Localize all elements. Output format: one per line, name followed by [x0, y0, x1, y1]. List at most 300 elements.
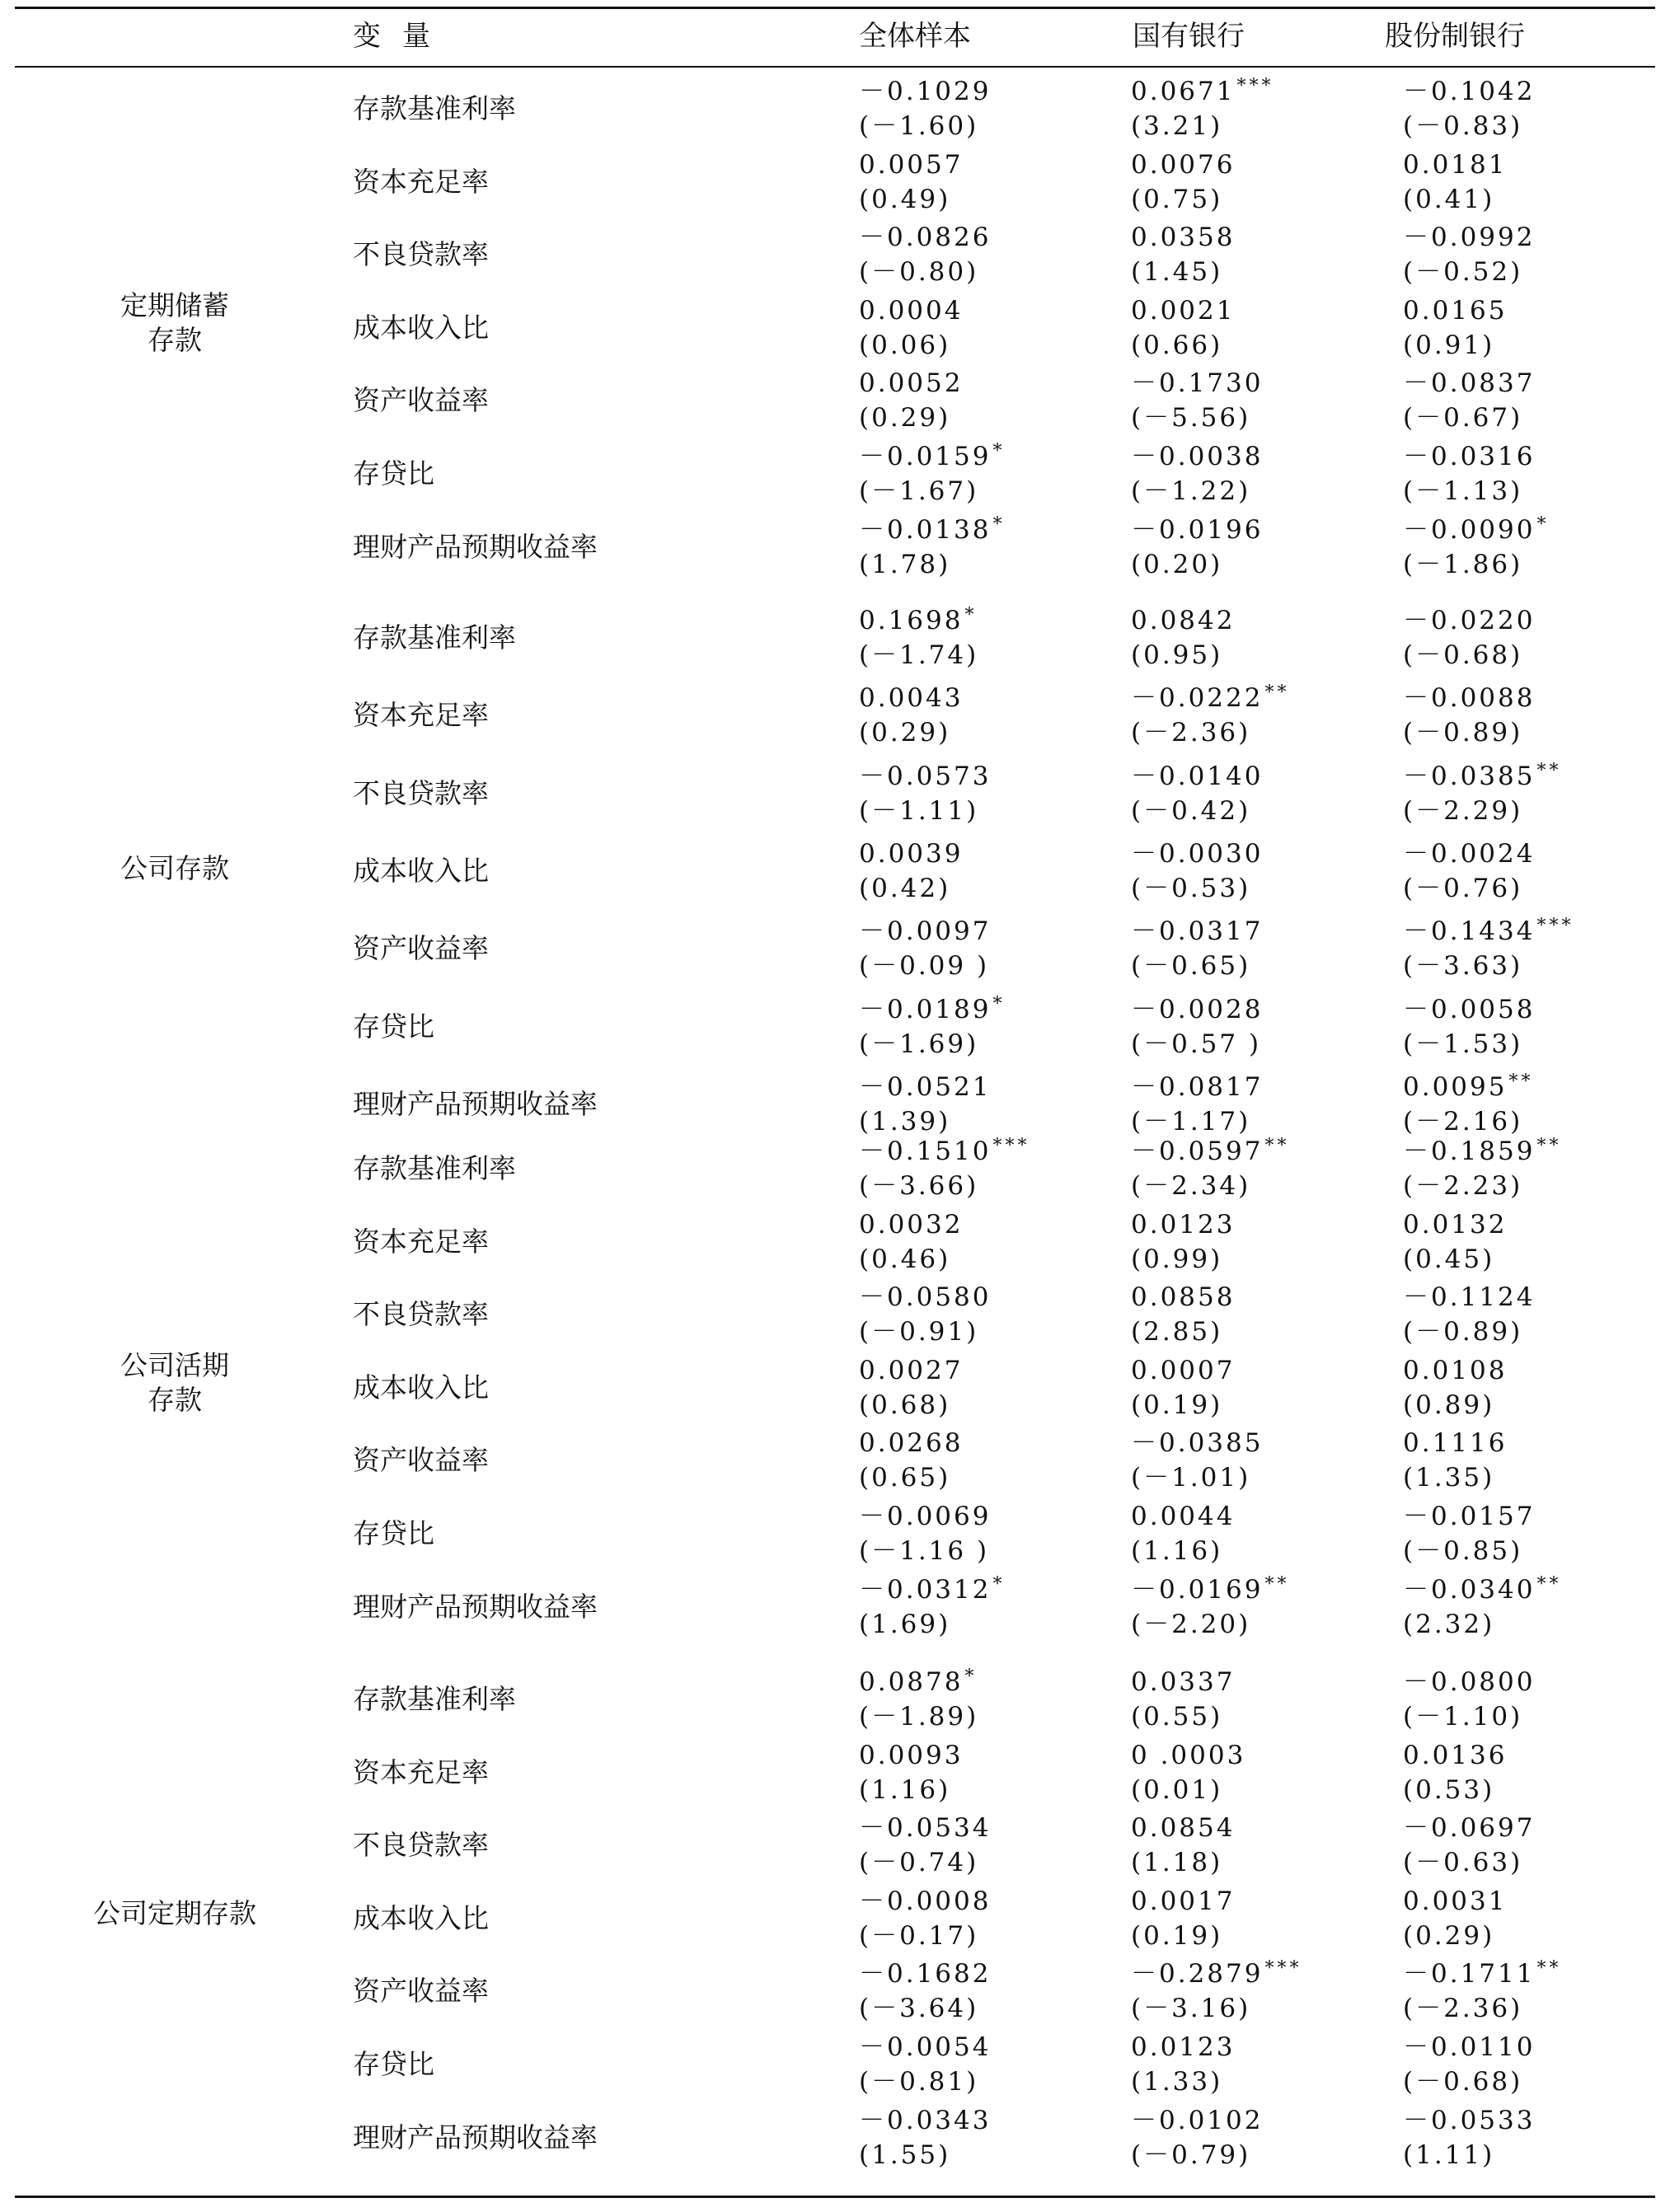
coefficient-cell: [859, 1353, 963, 1422]
coefficient-value: [1403, 1665, 1535, 1699]
coefficient-value: [859, 148, 963, 182]
t-statistic: (1.35): [1403, 1463, 1495, 1493]
coefficient-cell: [1131, 293, 1235, 363]
coefficient-number: －0.0030: [1131, 838, 1264, 869]
coefficient-value: [1403, 681, 1535, 715]
coefficient-number: －0.0316: [1403, 442, 1536, 471]
significance-stars: *: [964, 605, 978, 626]
coefficient-number: －0.0521: [859, 1071, 992, 1102]
coefficient-cell: [1403, 2103, 1535, 2172]
coefficient-value: [1131, 1280, 1235, 1315]
coefficient-value: [859, 1207, 963, 1242]
coefficient-number: －0.0069: [859, 1502, 992, 1531]
coefficient-value: [1403, 837, 1535, 871]
t-statistic: (1.69): [859, 1609, 951, 1639]
coefficient-value: [859, 1499, 991, 1534]
coefficient-value: [1131, 1957, 1302, 1991]
coefficient-cell: [859, 220, 991, 289]
coefficient-number: 0.0057: [859, 149, 964, 180]
t-statistic: (－0.09 ): [859, 951, 990, 982]
coefficient-value: [1131, 837, 1263, 871]
coefficient-number: －0.0222: [1131, 683, 1264, 714]
t-statistic: (－2.36): [1403, 1994, 1523, 2024]
coefficient-number: －0.1029: [859, 77, 992, 106]
coefficient-cell: [859, 293, 963, 363]
coefficient-value: [859, 1811, 991, 1845]
t-statistic: (1.39): [859, 1106, 951, 1136]
coefficient-value: [1131, 220, 1235, 255]
coefficient-cell: [1403, 1884, 1507, 1953]
coefficient-cell: [1403, 1353, 1507, 1422]
variable-label: 资本充足率: [353, 165, 489, 198]
t-statistic: (0.01): [1131, 1774, 1223, 1805]
coefficient-number: －0.0008: [859, 1886, 992, 1916]
group-label-line: 公司定期存款: [93, 1897, 256, 1930]
coefficient-value: [859, 1134, 1030, 1169]
coefficient-cell: [1131, 1426, 1263, 1495]
coefficient-cell: [859, 1811, 991, 1880]
coefficient-cell: [1131, 439, 1263, 508]
coefficient-value: [1403, 759, 1561, 794]
coefficient-cell: [1131, 2103, 1263, 2172]
coefficient-number: 0.0007: [1131, 1355, 1236, 1385]
variable-label: 存款基准利率: [353, 1683, 516, 1715]
variable-label: 理财产品预期收益率: [353, 1087, 598, 1120]
coefficient-cell: [859, 992, 1005, 1061]
t-statistic: (－1.10): [1403, 1702, 1523, 1732]
coefficient-cell: [1403, 1134, 1561, 1203]
coefficient-number: 0.0052: [859, 368, 964, 399]
group-label-line: 存款: [148, 324, 202, 357]
variable-label: 成本收入比: [353, 1901, 489, 1934]
coefficient-cell: [1403, 220, 1535, 289]
coefficient-cell: [859, 1957, 991, 2026]
significance-stars: **: [1536, 1958, 1562, 1980]
coefficient-cell: [859, 366, 963, 435]
coefficient-number: 0.0671: [1131, 77, 1236, 106]
coefficient-value: [1403, 1353, 1507, 1388]
coefficient-value: [859, 293, 963, 328]
coefficient-value: [1131, 1665, 1235, 1699]
variable-label: 成本收入比: [353, 311, 489, 344]
coefficient-cell: [1131, 366, 1263, 435]
coefficient-number: 0.0021: [1131, 295, 1236, 326]
significance-stars: **: [1264, 1136, 1290, 1156]
coefficient-number: －0.1859: [1403, 1136, 1536, 1166]
variable-label: 资本充足率: [353, 1755, 489, 1788]
variable-label: 资产收益率: [353, 1444, 489, 1477]
coefficient-value: [1131, 1134, 1289, 1169]
coefficient-value: [1403, 1070, 1533, 1104]
coefficient-cell: [859, 1499, 991, 1568]
coefficient-number: －0.0058: [1403, 994, 1536, 1024]
t-statistic: (－1.89): [859, 1702, 979, 1732]
group-label-line: 公司存款: [120, 852, 229, 885]
coefficient-cell: [1131, 759, 1263, 828]
coefficient-cell: [1403, 1957, 1561, 2026]
coefficient-number: 0.0032: [859, 1209, 964, 1240]
t-statistic: (－0.83): [1403, 111, 1523, 141]
coefficient-number: －0.0159: [859, 442, 992, 471]
coefficient-value: [1131, 439, 1263, 474]
coefficient-value: [1403, 74, 1535, 109]
t-statistic: (－0.81): [859, 2067, 979, 2097]
t-statistic: (－2.16): [1403, 1106, 1523, 1136]
t-statistic: (－1.22): [1131, 476, 1251, 506]
t-statistic: (－2.23): [1403, 1171, 1523, 1201]
t-statistic: (0.45): [1403, 1244, 1495, 1274]
significance-stars: **: [1264, 682, 1290, 704]
coefficient-value: [1131, 1426, 1263, 1460]
coefficient-number: －0.0697: [1403, 1813, 1536, 1844]
significance-stars: ***: [1236, 76, 1274, 96]
t-statistic: (0.42): [859, 873, 951, 903]
coefficient-number: 0.0123: [1131, 1209, 1236, 1240]
t-statistic: (－1.60): [859, 111, 979, 141]
coefficient-cell: [1403, 513, 1549, 582]
coefficient-value: [1131, 1811, 1235, 1845]
coefficient-cell: [1131, 1957, 1302, 2026]
coefficient-number: －0.1711: [1403, 1959, 1536, 1989]
coefficient-value: [1403, 293, 1507, 328]
coefficient-number: 0.0268: [859, 1428, 964, 1459]
t-statistic: (－1.67): [859, 476, 979, 506]
t-statistic: (－5.56): [1131, 403, 1251, 433]
t-statistic: (－1.01): [1131, 1463, 1251, 1493]
coefficient-cell: [1403, 1665, 1535, 1734]
coefficient-cell: [1403, 837, 1535, 906]
coefficient-value: [1131, 1207, 1235, 1242]
t-statistic: (2.85): [1131, 1317, 1223, 1347]
coefficient-number: －0.0573: [859, 761, 992, 791]
variable-label: 存款基准利率: [353, 621, 516, 654]
t-statistic: (0.99): [1131, 1244, 1223, 1274]
variable-label: 存贷比: [353, 2048, 434, 2080]
significance-stars: **: [1536, 1136, 1562, 1156]
group-label-line: 存款: [148, 1384, 202, 1417]
coefficient-cell: [859, 74, 991, 143]
t-statistic: (－0.79): [1131, 2139, 1251, 2170]
coefficient-value: [859, 366, 963, 401]
coefficient-value: [1403, 1884, 1507, 1919]
coefficient-number: －0.1434: [1403, 916, 1536, 947]
header-rule: [15, 66, 1655, 68]
variable-label: 理财产品预期收益率: [353, 530, 598, 563]
t-statistic: (－1.13): [1403, 476, 1523, 506]
coefficient-value: [859, 1884, 991, 1919]
group-label: [35, 1896, 315, 1931]
t-statistic: (1.45): [1131, 257, 1223, 288]
t-statistic: (－0.76): [1403, 873, 1523, 903]
coefficient-cell: [859, 1738, 963, 1807]
significance-stars: ***: [992, 1136, 1030, 1156]
coefficient-value: [1131, 513, 1263, 547]
t-statistic: (－0.80): [859, 257, 979, 288]
coefficient-cell: [1403, 992, 1535, 1061]
variable-label: 存贷比: [353, 1010, 434, 1043]
coefficient-number: －0.0312: [859, 1574, 992, 1605]
coefficient-number: －0.0090: [1403, 514, 1536, 545]
coefficient-value: [859, 1957, 991, 1991]
significance-stars: ***: [1264, 1958, 1302, 1980]
header-joint-stock-banks: 股份制银行: [1385, 20, 1525, 53]
coefficient-cell: [859, 681, 963, 750]
coefficient-number: 0.0337: [1131, 1667, 1236, 1697]
coefficient-number: 0.0093: [859, 1740, 964, 1770]
coefficient-number: －0.0196: [1131, 514, 1264, 545]
coefficient-value: [1131, 914, 1263, 949]
coefficient-cell: [1131, 603, 1235, 673]
group-label-line: 公司活期: [120, 1349, 229, 1382]
variable-label: 资产收益率: [353, 932, 489, 965]
coefficient-value: [1403, 992, 1535, 1027]
coefficient-value: [859, 837, 963, 871]
coefficient-number: 0.1698: [859, 606, 964, 635]
coefficient-value: [859, 1070, 991, 1104]
coefficient-value: [1403, 1738, 1507, 1773]
coefficient-cell: [1403, 439, 1535, 508]
coefficient-value: [1403, 1280, 1535, 1315]
t-statistic: (－1.16 ): [859, 1536, 990, 1566]
coefficient-number: －0.2879: [1131, 1959, 1264, 1989]
coefficient-value: [859, 992, 1005, 1027]
coefficient-number: －0.0028: [1131, 994, 1264, 1024]
coefficient-number: －0.0992: [1403, 223, 1536, 253]
t-statistic: (0.66): [1131, 330, 1223, 360]
t-statistic: (1.55): [859, 2139, 951, 2170]
coefficient-cell: [859, 1207, 963, 1277]
t-statistic: (－0.65): [1131, 951, 1251, 982]
coefficient-value: [1131, 1572, 1289, 1607]
variable-label: 存贷比: [353, 1517, 434, 1549]
coefficient-number: 0.0842: [1131, 606, 1236, 635]
significance-stars: **: [1536, 1573, 1562, 1595]
variable-label: 存款基准利率: [353, 1152, 516, 1184]
coefficient-value: [859, 74, 991, 109]
coefficient-cell: [859, 1426, 963, 1495]
coefficient-value: [859, 1280, 991, 1315]
coefficient-number: －0.1730: [1131, 368, 1264, 399]
t-statistic: (0.29): [1403, 1920, 1495, 1951]
coefficient-value: [1131, 1070, 1263, 1104]
coefficient-number: －0.0054: [859, 2032, 992, 2062]
variable-label: 不良贷款率: [353, 1829, 489, 1862]
coefficient-number: －0.0385: [1403, 761, 1536, 791]
coefficient-cell: [1131, 220, 1235, 289]
coefficient-cell: [1403, 148, 1507, 217]
t-statistic: (－0.89): [1403, 1317, 1523, 1347]
coefficient-cell: [1403, 1738, 1507, 1807]
coefficient-number: 0.0043: [859, 683, 964, 714]
coefficient-value: [859, 1353, 963, 1388]
coefficient-number: 0.0039: [859, 838, 964, 869]
variable-label: 存贷比: [353, 457, 434, 490]
coefficient-cell: [859, 603, 978, 673]
t-statistic: (－1.69): [859, 1029, 979, 1059]
coefficient-cell: [1131, 1572, 1289, 1642]
coefficient-value: [859, 513, 1005, 547]
significance-stars: *: [992, 441, 1006, 462]
coefficient-value: [1403, 2030, 1535, 2064]
header-state-owned-banks: 国有银行: [1133, 20, 1245, 53]
header-full-sample: 全体样本: [859, 20, 971, 53]
coefficient-cell: [1131, 1353, 1235, 1422]
coefficient-value: [1403, 1499, 1535, 1534]
coefficient-number: 0.0181: [1403, 149, 1508, 180]
t-statistic: (0.68): [859, 1390, 951, 1420]
coefficient-cell: [859, 1884, 991, 1953]
coefficient-number: －0.0138: [859, 514, 992, 545]
significance-stars: ***: [1536, 916, 1574, 937]
t-statistic: (－0.85): [1403, 1536, 1523, 1566]
coefficient-number: 0.0017: [1131, 1886, 1236, 1916]
coefficient-number: －0.0038: [1131, 442, 1264, 471]
t-statistic: (－0.89): [1403, 718, 1523, 748]
t-statistic: (0.89): [1403, 1390, 1495, 1420]
coefficient-number: 0.0027: [859, 1355, 964, 1385]
coefficient-number: 0.0108: [1403, 1355, 1508, 1385]
t-statistic: (0.65): [859, 1463, 951, 1493]
coefficient-value: [859, 759, 991, 794]
t-statistic: (－0.42): [1131, 795, 1251, 826]
coefficient-cell: [859, 513, 1005, 582]
variable-label: 资产收益率: [353, 384, 489, 417]
coefficient-value: [859, 220, 991, 255]
coefficient-value: [1403, 1426, 1507, 1460]
coefficient-value: [1403, 1572, 1561, 1607]
coefficient-number: －0.0102: [1131, 2105, 1264, 2135]
coefficient-number: －0.0317: [1131, 916, 1264, 947]
coefficient-cell: [859, 1280, 991, 1349]
coefficient-number: －0.0817: [1131, 1071, 1264, 1102]
variable-label: 成本收入比: [353, 854, 489, 887]
coefficient-cell: [1403, 74, 1535, 143]
coefficient-number: －0.0580: [859, 1282, 992, 1313]
t-statistic: (1.11): [1403, 2139, 1495, 2170]
t-statistic: (0.75): [1131, 184, 1223, 214]
coefficient-value: [859, 2030, 991, 2064]
coefficient-value: [1403, 1811, 1535, 1845]
coefficient-value: [859, 681, 963, 715]
coefficient-cell: [859, 1134, 1030, 1203]
coefficient-cell: [1131, 681, 1289, 750]
significance-stars: *: [964, 1666, 978, 1687]
coefficient-number: －0.0088: [1403, 683, 1536, 714]
t-statistic: (1.78): [859, 549, 951, 579]
t-statistic: (－1.74): [859, 640, 979, 670]
coefficient-cell: [1403, 1207, 1507, 1277]
t-statistic: (2.32): [1403, 1609, 1495, 1639]
t-statistic: (0.95): [1131, 640, 1223, 670]
table-bottom-rule: [15, 2196, 1655, 2198]
coefficient-number: －0.0157: [1403, 1502, 1536, 1531]
coefficient-number: －0.0169: [1131, 1574, 1264, 1605]
coefficient-value: [1403, 1957, 1561, 1991]
t-statistic: (－0.17): [859, 1920, 979, 1951]
t-statistic: (0.20): [1131, 549, 1223, 579]
coefficient-cell: [1131, 1134, 1289, 1203]
t-statistic: (－1.53): [1403, 1029, 1523, 1059]
coefficient-number: 0 .0003: [1131, 1740, 1246, 1770]
coefficient-number: －0.0220: [1403, 606, 1536, 635]
significance-stars: *: [992, 513, 1006, 535]
coefficient-number: －0.1510: [859, 1136, 992, 1166]
coefficient-value: [859, 1572, 1005, 1607]
coefficient-cell: [859, 1070, 991, 1139]
coefficient-value: [859, 439, 1005, 474]
coefficient-value: [1403, 366, 1535, 401]
t-statistic: (0.06): [859, 330, 951, 360]
coefficient-number: 0.0076: [1131, 149, 1236, 180]
coefficient-number: －0.0024: [1403, 838, 1536, 869]
variable-label: 不良贷款率: [353, 776, 489, 809]
coefficient-number: 0.0854: [1131, 1813, 1236, 1844]
t-statistic: (1.16): [1131, 1536, 1223, 1566]
coefficient-cell: [859, 439, 1005, 508]
coefficient-cell: [1403, 1811, 1535, 1880]
variable-label: 理财产品预期收益率: [353, 2121, 598, 2153]
t-statistic: (0.41): [1403, 184, 1495, 214]
variable-label: 资本充足率: [353, 699, 489, 732]
t-statistic: (－3.64): [859, 1994, 979, 2024]
t-statistic: (0.19): [1131, 1920, 1223, 1951]
coefficient-value: [1403, 1207, 1507, 1242]
t-statistic: (0.46): [859, 1244, 951, 1274]
coefficient-cell: [1403, 366, 1535, 435]
coefficient-cell: [1403, 914, 1574, 983]
significance-stars: *: [1536, 513, 1550, 535]
t-statistic: (－2.36): [1131, 718, 1251, 748]
coefficient-value: [1131, 293, 1235, 328]
t-statistic: (－0.53): [1131, 873, 1251, 903]
coefficient-value: [1131, 74, 1274, 109]
coefficient-value: [1403, 513, 1549, 547]
coefficient-cell: [1131, 148, 1235, 217]
coefficient-cell: [1131, 837, 1263, 906]
header-variable: 变量: [353, 20, 452, 53]
coefficient-value: [1131, 1884, 1235, 1919]
coefficient-cell: [1131, 2030, 1235, 2099]
t-statistic: (0.55): [1131, 1702, 1223, 1732]
variable-label: 资产收益率: [353, 1975, 489, 2008]
coefficient-value: [1403, 148, 1507, 182]
coefficient-value: [859, 914, 991, 949]
coefficient-value: [859, 1426, 963, 1460]
coefficient-number: －0.0340: [1403, 1574, 1536, 1605]
t-statistic: (0.49): [859, 184, 951, 214]
t-statistic: (1.16): [859, 1774, 951, 1805]
coefficient-number: －0.0597: [1131, 1136, 1264, 1166]
significance-stars: **: [1508, 1071, 1534, 1092]
coefficient-cell: [1403, 1280, 1535, 1349]
t-statistic: (1.33): [1131, 2067, 1223, 2097]
group-label: [35, 851, 315, 886]
coefficient-value: [859, 2103, 991, 2138]
coefficient-cell: [1131, 1811, 1235, 1880]
coefficient-value: [1131, 148, 1235, 182]
coefficient-value: [1131, 1738, 1245, 1773]
coefficient-value: [1403, 220, 1535, 255]
coefficient-cell: [1131, 992, 1263, 1061]
coefficient-cell: [1403, 293, 1507, 363]
coefficient-cell: [859, 2030, 991, 2099]
coefficient-value: [1131, 759, 1263, 794]
coefficient-cell: [1131, 1207, 1235, 1277]
t-statistic: (0.29): [859, 718, 951, 748]
coefficient-cell: [859, 759, 991, 828]
coefficient-number: 0.1116: [1403, 1428, 1508, 1459]
coefficient-cell: [1131, 1499, 1235, 1568]
